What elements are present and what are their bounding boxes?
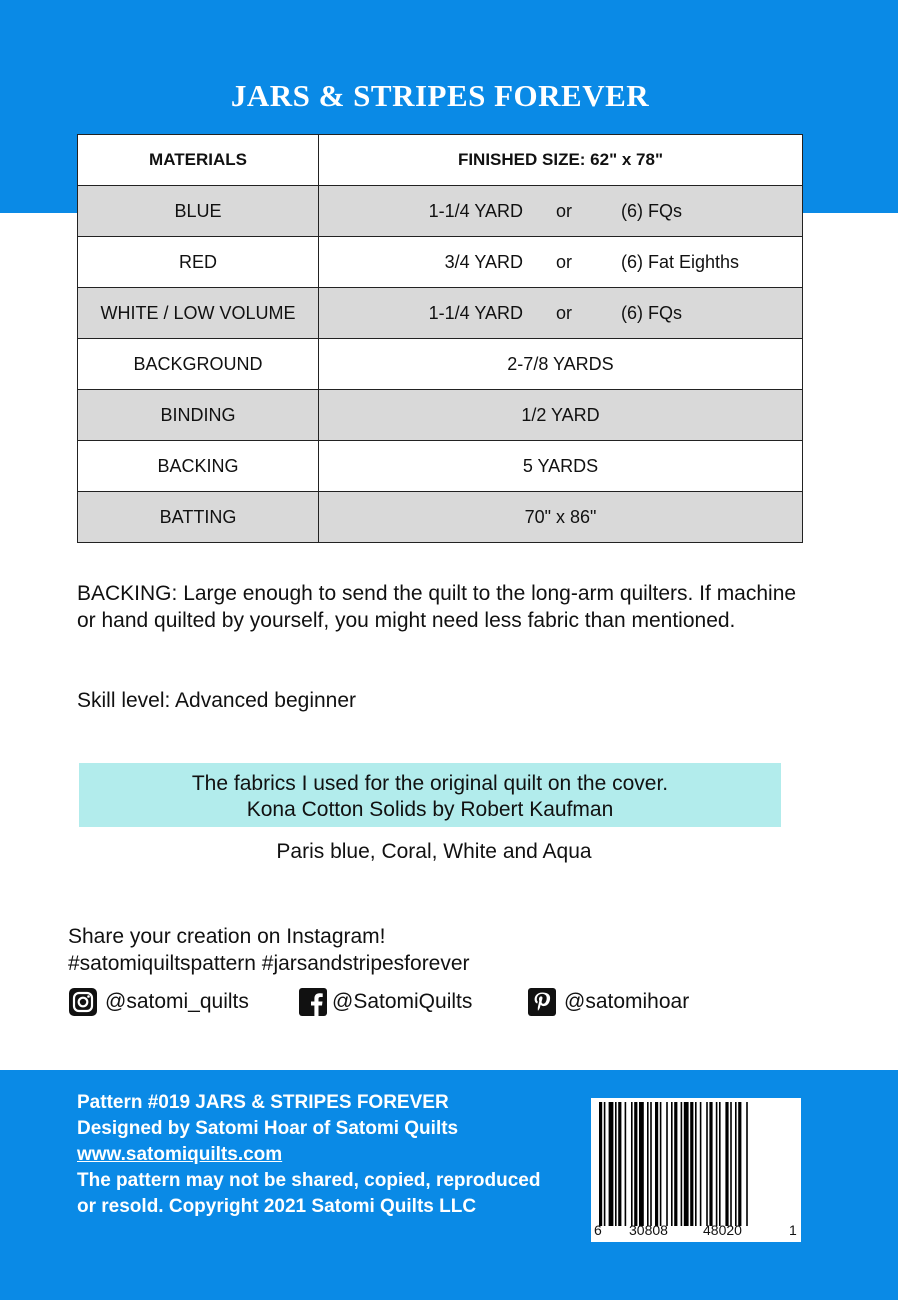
barcode-bar (690, 1102, 693, 1226)
table-row (78, 441, 803, 492)
fabric-line-2: Kona Cotton Solids by Robert Kaufman (246, 798, 614, 821)
website-link[interactable]: www.satomiquilts.com (77, 1144, 283, 1165)
footer-info (77, 1090, 557, 1220)
row-amount: 1-1/4 YARD (428, 200, 523, 221)
page-title: JARS & STRIPES FOREVER (230, 78, 650, 113)
backing-note: BACKING: Large enough to send the quilt to the long-arm quilters. If machine or hand quilted by yourself, you might need less fabric than mentioned. (77, 582, 797, 632)
barcode-bar (725, 1102, 728, 1226)
table-header-row (78, 135, 803, 186)
barcode-bar (706, 1102, 708, 1226)
materials-table (77, 134, 803, 543)
row-amount: 3/4 YARD (444, 251, 523, 272)
barcode-bar (625, 1102, 627, 1226)
row-alt: (6) Fat Eighths (621, 251, 740, 272)
row-value: 2-7/8 YARDS (319, 339, 803, 390)
facebook-handle: @SatomiQuilts (332, 990, 473, 1013)
barcode-bar (735, 1102, 737, 1226)
barcode-bar (666, 1102, 668, 1226)
row-value: 1/2 YARD (319, 390, 803, 441)
row-or: or (555, 251, 572, 272)
row-name: BINDING (78, 390, 319, 441)
row-name: BLUE (78, 186, 319, 237)
barcode-bar (746, 1102, 748, 1226)
barcode-digits-right: 48020 (703, 1222, 742, 1238)
row-value: 70" x 86" (319, 492, 803, 543)
barcode-bar (634, 1102, 637, 1226)
share-hashtags: #satomiquiltspattern #jarsandstripesforever (68, 952, 470, 975)
barcode-bar (684, 1102, 689, 1226)
row-name: BACKGROUND (78, 339, 319, 390)
table-row (78, 390, 803, 441)
barcode-bar (604, 1102, 606, 1226)
barcode-bar (618, 1102, 621, 1226)
row-alt: (6) FQs (621, 200, 682, 221)
barcode-bar (655, 1102, 658, 1226)
barcode-digit-last: 1 (789, 1222, 797, 1238)
barcode-bar (671, 1102, 673, 1226)
row-value: 5 YARDS (319, 441, 803, 492)
table-row (78, 492, 803, 543)
pinterest-handle: @satomihoar (564, 990, 690, 1013)
skill-level: Skill level: Advanced beginner (77, 689, 357, 712)
row-alt: (6) FQs (621, 302, 682, 323)
barcode-bar (700, 1102, 702, 1226)
row-name: WHITE / LOW VOLUME (78, 288, 319, 339)
share-line-1: Share your creation on Instagram! (68, 925, 386, 948)
row-name: BATTING (78, 492, 319, 543)
barcode-bar (631, 1102, 633, 1226)
materials-header: MATERIALS (78, 135, 319, 186)
table-row (78, 186, 803, 237)
barcode-bar (716, 1102, 718, 1226)
social-pinterest[interactable] (527, 987, 689, 1017)
instagram-icon (68, 987, 98, 1017)
row-name: BACKING (78, 441, 319, 492)
barcode-bar (738, 1102, 741, 1226)
row-name: RED (78, 237, 319, 288)
finished-size-header: FINISHED SIZE: 62" x 78" (319, 135, 803, 186)
pinterest-icon (527, 987, 557, 1017)
table-row (78, 237, 803, 288)
barcode-bars (591, 1098, 801, 1228)
footer-pattern-number: Pattern #019 JARS & STRIPES FOREVER (77, 1092, 449, 1113)
barcode-bar (647, 1102, 649, 1226)
social-facebook[interactable] (298, 987, 472, 1017)
barcode (591, 1098, 801, 1242)
barcode-digits (591, 1222, 801, 1240)
fabric-line-1: The fabrics I used for the original quilt on the cover. (191, 772, 669, 795)
barcode-bar (599, 1102, 602, 1226)
social-instagram[interactable] (68, 987, 249, 1017)
facebook-icon (298, 987, 328, 1017)
barcode-bar (639, 1102, 644, 1226)
barcode-bar (660, 1102, 662, 1226)
barcode-digits-left: 30808 (629, 1222, 668, 1238)
barcode-digit-first: 6 (594, 1222, 602, 1238)
table-row (78, 288, 803, 339)
barcode-bar (609, 1102, 614, 1226)
fabric-info-box (79, 763, 781, 827)
row-amount: 1-1/4 YARD (428, 302, 523, 323)
row-or: or (555, 302, 572, 323)
footer-designer: Designed by Satomi Hoar of Satomi Quilts (77, 1118, 459, 1139)
fabric-colors: Paris blue, Coral, White and Aqua (276, 840, 592, 863)
table-row (78, 339, 803, 390)
barcode-bar (674, 1102, 677, 1226)
barcode-bar (730, 1102, 732, 1226)
barcode-bar (650, 1102, 652, 1226)
barcode-bar (709, 1102, 712, 1226)
barcode-bar (615, 1102, 617, 1226)
barcode-bar (681, 1102, 683, 1226)
instagram-handle: @satomi_quilts (105, 990, 249, 1013)
barcode-bar (719, 1102, 721, 1226)
footer-copyright: The pattern may not be shared, copied, reproduced or resold. Copyright 2021 Satomi Quilts LLC (77, 1170, 541, 1217)
row-or: or (555, 200, 572, 221)
barcode-bar (695, 1102, 697, 1226)
share-text (68, 923, 470, 977)
